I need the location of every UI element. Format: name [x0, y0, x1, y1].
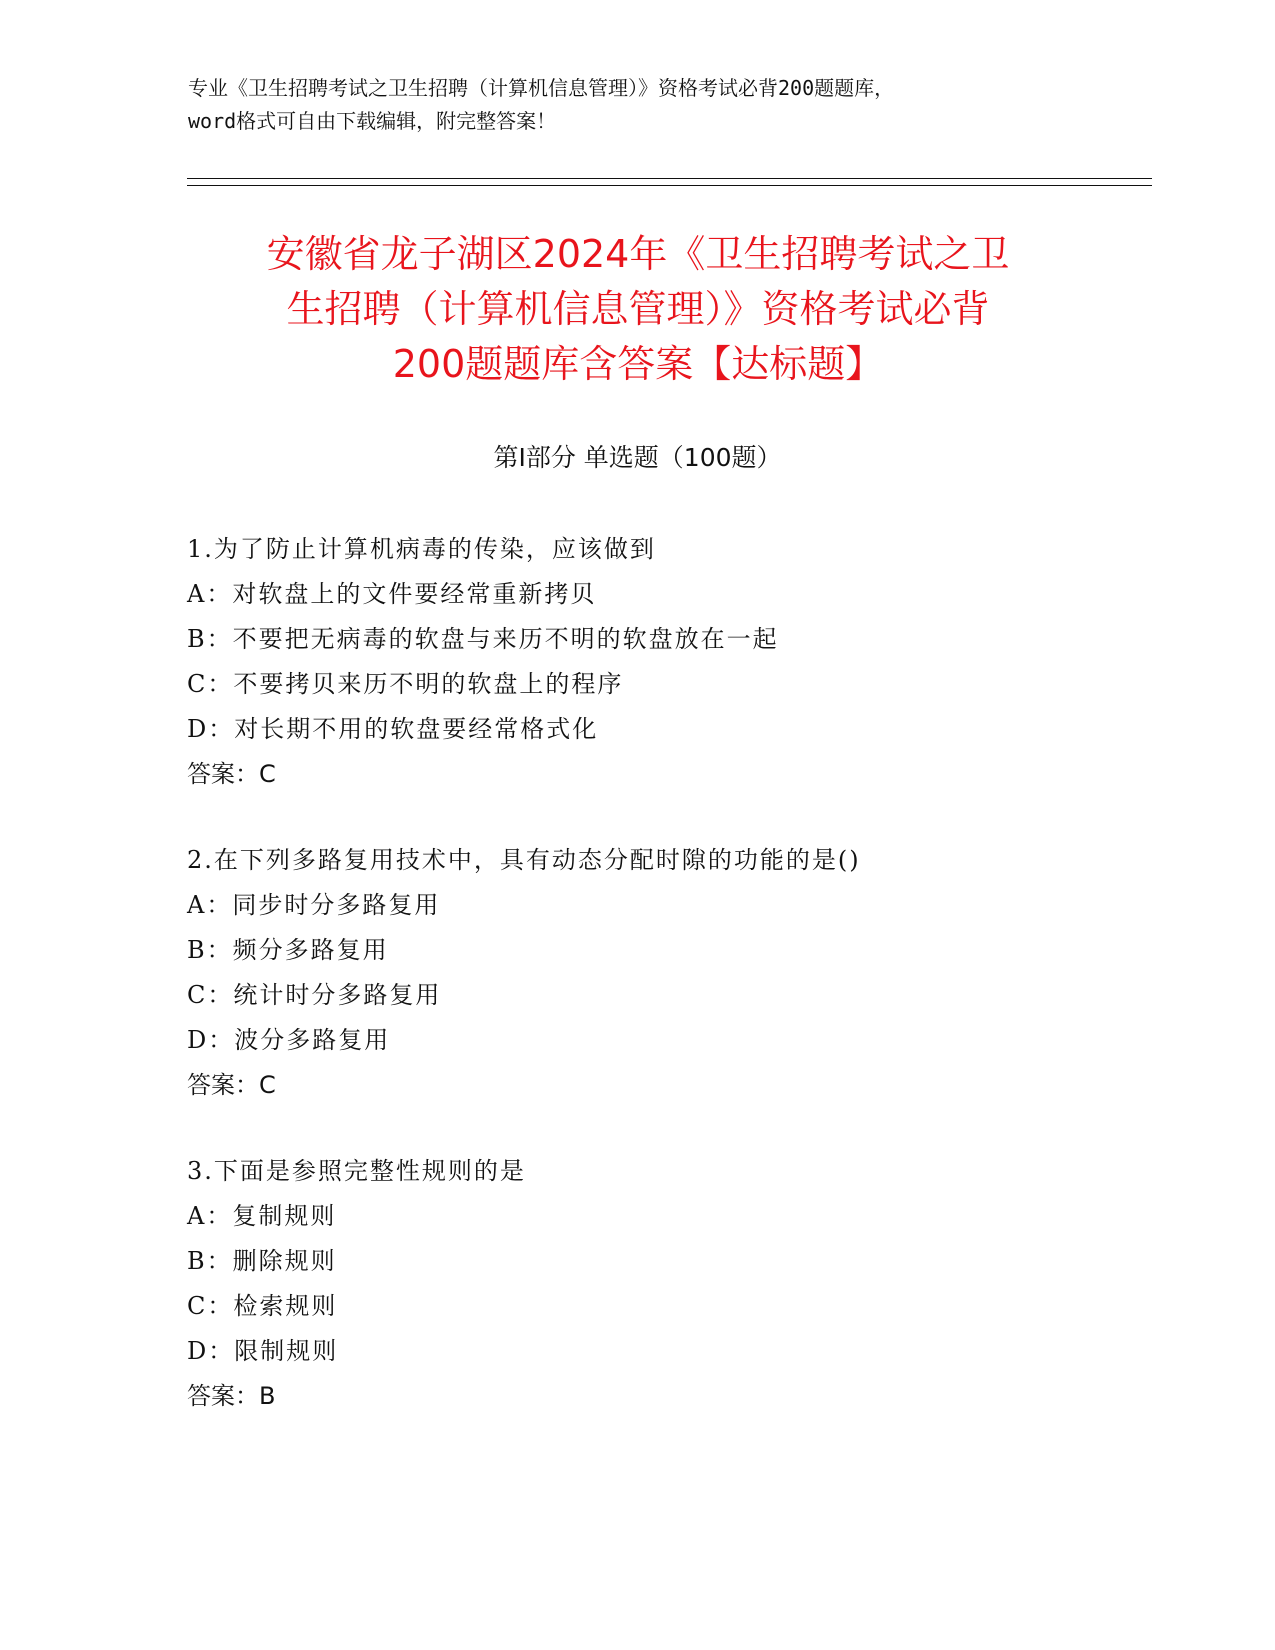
- title-line-1: 安徽省龙子湖区2024年《卫生招聘考试之卫: [266, 232, 1010, 276]
- option-d: D：对长期不用的软盘要经常格式化: [187, 715, 599, 743]
- header-note-line-2: word格式可自由下载编辑，附完整答案！: [188, 109, 557, 133]
- question-stem: 3.下面是参照完整性规则的是: [187, 1157, 526, 1185]
- question-2: [187, 838, 1147, 1108]
- question-stem: 2.在下列多路复用技术中，具有动态分配时隙的功能的是(): [187, 846, 861, 874]
- option-a: A：复制规则: [187, 1202, 337, 1230]
- section-heading: 第Ⅰ部分 单选题（100题）: [493, 443, 782, 472]
- title-line-2: 生招聘（计算机信息管理）》资格考试必背: [286, 287, 990, 331]
- option-a: A：同步时分多路复用: [187, 891, 441, 919]
- option-c: C：统计时分多路复用: [187, 981, 442, 1009]
- answer-line: 答案：B: [187, 1382, 276, 1410]
- question-stem: 1.为了防止计算机病毒的传染，应该做到: [187, 535, 656, 563]
- header-note: [188, 72, 1108, 138]
- header-note-line-1: 专业《卫生招聘考试之卫生招聘（计算机信息管理）》资格考试必背200题题库，: [188, 76, 895, 100]
- answer-line: 答案：C: [187, 760, 276, 788]
- answer-line: 答案：C: [187, 1071, 276, 1099]
- header-divider-top: [187, 178, 1152, 179]
- question-1: [187, 527, 1147, 797]
- option-c: C：检索规则: [187, 1292, 338, 1320]
- question-3: [187, 1149, 1147, 1419]
- option-b: B：不要把无病毒的软盘与来历不明的软盘放在一起: [187, 625, 779, 653]
- option-a: A：对软盘上的文件要经常重新拷贝: [187, 580, 597, 608]
- option-b: B：删除规则: [187, 1247, 337, 1275]
- option-d: D：限制规则: [187, 1337, 339, 1365]
- option-c: C：不要拷贝来历不明的软盘上的程序: [187, 670, 624, 698]
- option-d: D：波分多路复用: [187, 1026, 391, 1054]
- title-line-3: 200题题库含答案【达标题】: [392, 342, 884, 386]
- document-title: [188, 227, 1088, 392]
- option-b: B：频分多路复用: [187, 936, 389, 964]
- question-list: [187, 527, 1147, 1460]
- header-divider-bottom: [187, 185, 1152, 186]
